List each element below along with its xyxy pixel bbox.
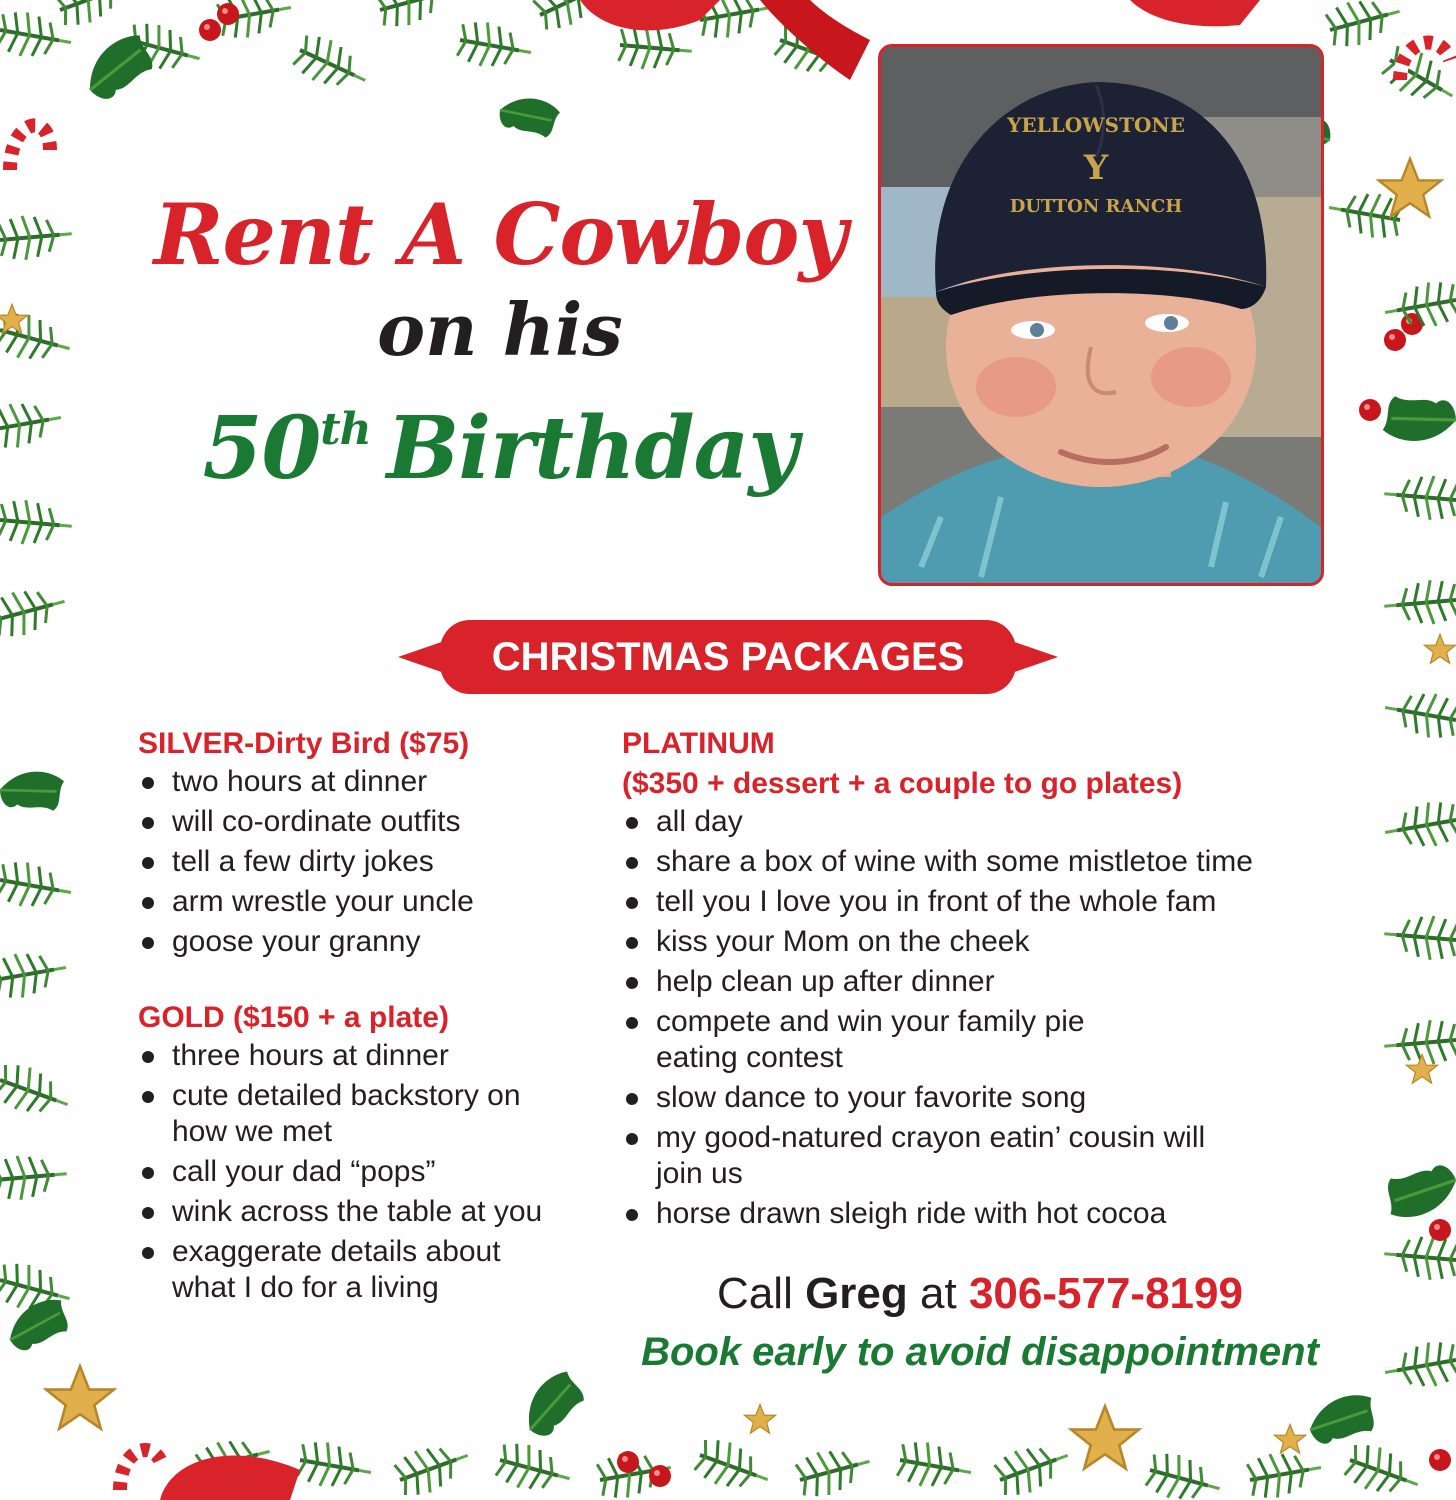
list-item: kiss your Mom on the cheek xyxy=(622,924,1342,960)
silver-package-title: SILVER-Dirty Bird ($75) xyxy=(138,727,470,760)
platinum-package-title: PLATINUM xyxy=(622,727,775,760)
list-item: horse drawn sleigh ride with hot cocoa xyxy=(622,1196,1342,1232)
list-item: three hours at dinner xyxy=(138,1038,608,1074)
list-item: wink across the table at you xyxy=(138,1194,608,1230)
headline-birthday xyxy=(120,375,880,504)
list-item: goose your granny xyxy=(138,924,608,960)
call-to-action xyxy=(620,1266,1340,1382)
list-item: tell a few dirty jokes xyxy=(138,844,608,880)
platinum-package-list xyxy=(622,804,1342,1232)
list-item: help clean up after dinner xyxy=(622,964,1342,1000)
red-berry-icon xyxy=(1429,1219,1451,1241)
headline-word: Birthday xyxy=(386,398,798,499)
red-berry-icon xyxy=(617,1449,1451,1487)
list-item: arm wrestle your uncle xyxy=(138,884,608,920)
gold-star-icon xyxy=(0,304,114,1428)
gold-star-icon xyxy=(1379,159,1456,1083)
holly-leaf-icon xyxy=(1382,391,1456,1221)
list-item: compete and win your family pie eating contest xyxy=(622,1004,1156,1076)
pine-branch-icon xyxy=(194,1430,1425,1500)
contact-line xyxy=(620,1266,1340,1322)
list-item: will co-ordinate outfits xyxy=(138,804,608,840)
headline-suffix: th xyxy=(320,404,371,455)
headline-on-his: on his xyxy=(377,287,623,372)
list-item: two hours at dinner xyxy=(138,764,608,800)
list-item: my good-natured crayon eatin’ cousin will join us xyxy=(622,1120,1236,1192)
contact-prefix: Call xyxy=(717,1269,806,1318)
list-item: tell you I love you in front of the whole fam xyxy=(622,884,1342,920)
platinum-package-subtitle: ($350 + dessert + a couple to go plates) xyxy=(622,767,1183,800)
contact-name: Greg xyxy=(805,1269,908,1318)
cowboy-photo xyxy=(878,44,1324,586)
list-item: share a box of wine with some mistletoe time xyxy=(622,844,1342,880)
cowboy-portrait-icon xyxy=(881,47,1321,583)
cap-logo: Y xyxy=(1083,148,1109,188)
list-item: call your dad “pops” xyxy=(138,1154,608,1190)
gold-star-icon xyxy=(744,1404,1305,1468)
booking-note: Book early to avoid disappointment xyxy=(641,1330,1319,1374)
left-packages-column xyxy=(138,724,608,1310)
gold-package-list xyxy=(138,1038,608,1306)
christmas-packages-banner xyxy=(398,620,1058,694)
right-packages-column xyxy=(622,724,1342,1236)
holly-leaf-icon xyxy=(0,765,73,1354)
cap-text-top: YELLOWSTONE xyxy=(1007,113,1185,137)
phone-number[interactable]: 306-577-8199 xyxy=(968,1269,1243,1318)
list-item: cute detailed backstory on how we met xyxy=(138,1078,552,1150)
headline xyxy=(120,185,880,504)
list-item: slow dance to your favorite song xyxy=(622,1080,1342,1116)
silver-package-list xyxy=(138,764,608,960)
gold-package-title: GOLD ($150 + a plate) xyxy=(138,1001,449,1034)
pine-branch-icon xyxy=(0,212,75,1320)
headline-rent-a-cowboy: Rent A Cowboy xyxy=(153,185,847,284)
banner-label: CHRISTMAS PACKAGES xyxy=(491,635,965,679)
cap-text-bottom: DUTTON RANCH xyxy=(1009,196,1183,217)
list-item: exaggerate details about what I do for a living xyxy=(138,1234,552,1306)
headline-number: 50 xyxy=(202,398,321,499)
contact-middle: at xyxy=(907,1269,969,1318)
red-ribbon-icon xyxy=(160,1456,300,1500)
pine-branch-icon xyxy=(1325,186,1456,1394)
list-item: all day xyxy=(622,804,1342,840)
